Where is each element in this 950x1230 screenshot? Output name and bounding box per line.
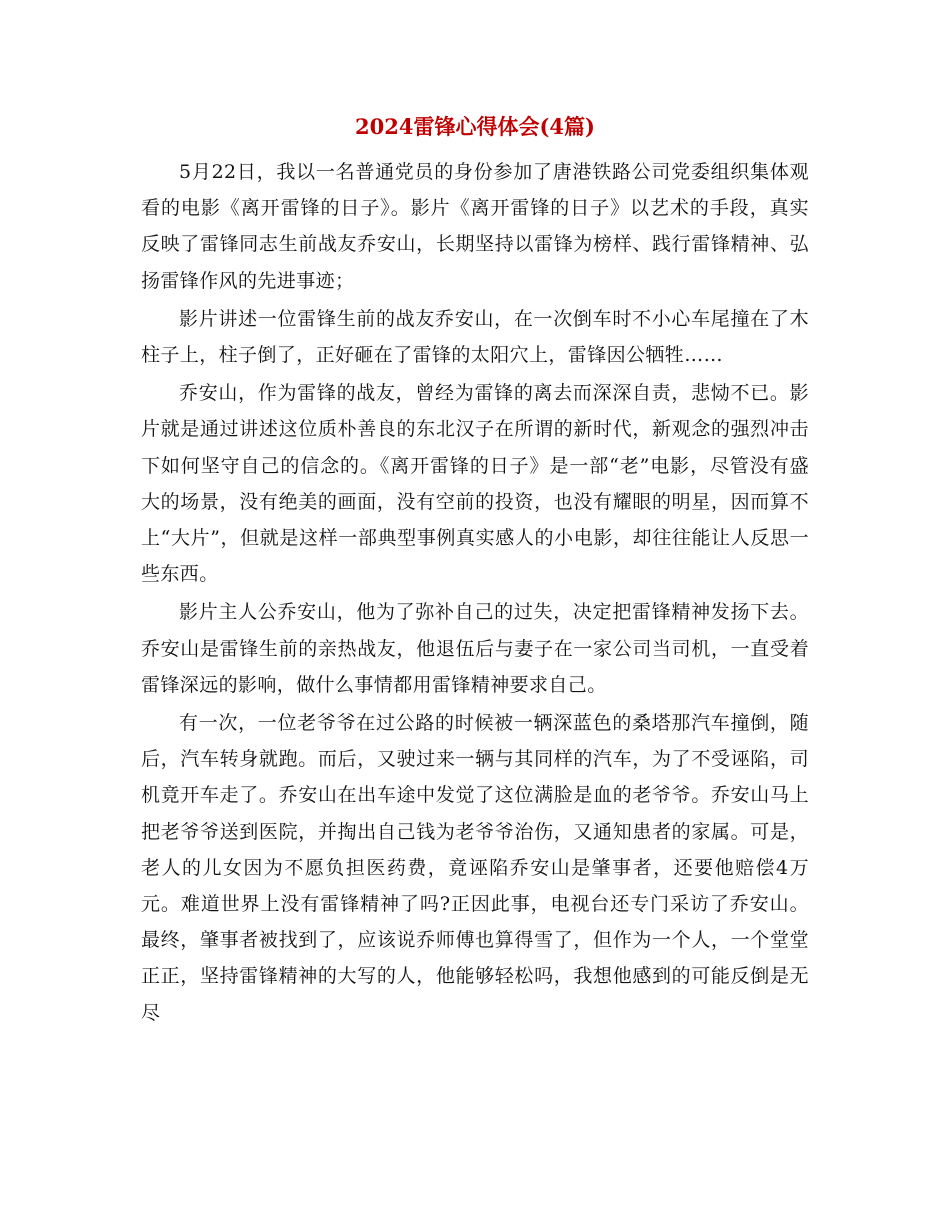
document-title: 2024雷锋心得体会(4篇) xyxy=(355,114,595,139)
paragraph: 影片讲述一位雷锋生前的战友乔安山，在一次倒车时不小心车尾撞在了木柱子上，柱子倒了，正好砸在了雷锋的太阳穴上，雷锋因公牺牲…… xyxy=(141,307,809,367)
paragraph: 5月22日，我以一名普通党员的身份参加了唐港铁路公司党委组织集体观看的电影《离开雷锋的日子》。影片《离开雷锋的日子》以艺术的手段，真实反映了雷锋同志生前战友乔安山，长期坚持以雷锋为榜样、践行雷锋精神、弘扬雷锋作风的先进事迹； xyxy=(141,161,809,292)
paragraph: 乔安山，作为雷锋的战友，曾经为雷锋的离去而深深自责，悲恸不已。影片就是通过讲述这位质朴善良的东北汉子在所谓的新时代，新观念的强烈冲击下如何坚守自己的信念的。《离开雷锋的日子》是一部“老”电影，尽管没有盛大的场景，没有绝美的画面，没有空前的投资，也没有耀眼的明星，因而算不上“大片”，但就是这样一部典型事例真实感人的小电影，却往往能让人反思一些东西。 xyxy=(141,382,809,586)
paragraph: 有一次，一位老爷爷在过公路的时候被一辆深蓝色的桑塔那汽车撞倒，随后，汽车转身就跑。而后，又驶过来一辆与其同样的汽车，为了不受诬陷，司机竟开车走了。乔安山在出车途中发觉了这位满脸是血的老爷爷。乔安山马上把老爷爷送到医院，并掏出自己钱为老爷爷治伤，又通知患者的家属。可是，老人的儿女因为不愿负担医药费，竟诬陷乔安山是肇事者，还要他赔偿4万元。难道世界上没有雷锋精神了吗?正因此事，电视台还专门采访了乔安山。最终，肇事者被找到了，应该说乔师傅也算得雪了，但作为一个人，一个堂堂正正，坚持雷锋精神的大写的人，他能够轻松吗，我想他感到的可能反倒是无尽 xyxy=(141,712,809,1024)
document-body xyxy=(141,154,809,1033)
paragraph: 影片主人公乔安山，他为了弥补自己的过失，决定把雷锋精神发扬下去。乔安山是雷锋生前的亲热战友，他退伍后与妻子在一家公司当司机，一直受着雷锋深远的影响，做什么事情都用雷锋精神要求自己。 xyxy=(141,601,809,696)
